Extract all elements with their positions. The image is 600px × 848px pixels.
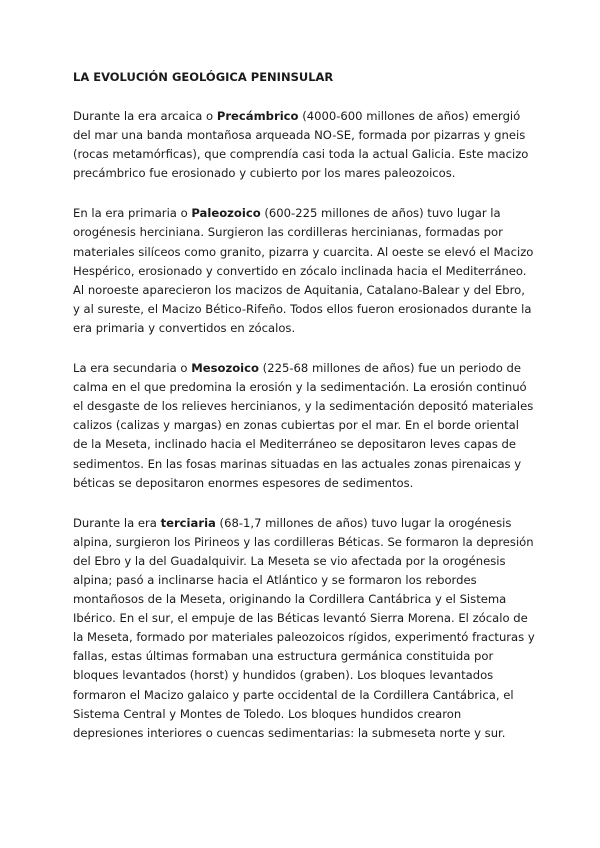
paragraph-mesozoico <box>73 359 535 493</box>
document-page <box>73 70 535 764</box>
paragraph-text: Durante la era arcaica o <box>73 109 217 123</box>
paragraph-text: (4000-600 millones de años) emergió del mar una banda montañosa arqueada NO-SE, formada por pizarras y gneis (rocas metamórficas), que comprendía casi toda la actual Galicia. Este macizo precámbrico fue erosionado y cubierto por los mares paleozoicos. <box>73 109 529 181</box>
paragraph-terciaria <box>73 514 535 743</box>
term-terciaria: terciaria <box>160 515 216 530</box>
paragraph-text: La era secundaria o <box>73 361 192 376</box>
paragraph-text: En la era primaria o <box>73 206 192 221</box>
term-mesozoico: Mesozoico <box>191 361 259 376</box>
paragraph-text: (225-68 millones de años) fue un periodo de calma en el que predomina la erosión y la sedimentación. La erosión continuó el desgaste de los relieves hercinianos, y la sedimentación depositó materiales calizos (calizas y margas) en zonas cubiertas por el mar. En el borde oriental de la Meseta, inclinado hacia el Mediterráneo se depositaron leves capas de sedimentos. En las fosas marinas situadas en las actuales zonas pirenaicas y béticas se depositaron enormes espesores de sedimentos. <box>73 361 534 490</box>
paragraph-text: (600-225 millones de años) tuvo lugar la orogénesis herciniana. Surgieron las cordilleras hercinianas, formadas por materiales silíceos como granito, pizarra y cuarcita. Al oeste se elevó el Macizo Hespérico, erosionado y convertido en zócalo inclinada hacia el Mediterráneo. Al noroeste aparecieron los macizos de Aquitania, Catalano-Balear y del Ebro, y al sureste, el Macizo Bético-Rifeño. Todos ellos fueron erosionados durante la era primaria y convertidos en zócalos. <box>73 206 534 335</box>
paragraph-text: (68-1,7 millones de años) tuvo lugar la orogénesis alpina, surgieron los Pirineos y las cordilleras Béticas. Se formaron la depresión del Ebro y la del Guadalquivir. La Meseta se vio afectada por la orogénesis alpina; pasó a inclinarse hacia el Atlántico y se formaron los rebordes montañosos de la Meseta, originando la Cordillera Cantábrica y el Sistema Ibérico. En el sur, el empuje de las Béticas levantó Sierra Morena. El zócalo de la Meseta, formado por materiales paleozoicos rígidos, experimentó fracturas y fallas, estas últimas formaban una estructura germánica constituida por bloques levantados (horst) y hundidos (graben). Los bloques levantados formaron el Macizo galaico y parte occidental de la Cordillera Cantábrica, el Sistema Central y Montes de Toledo. Los bloques hundidos crearon depresiones interiores o cuencas sedimentarias: la submeseta norte y sur. <box>73 515 535 740</box>
paragraph-text: Durante la era <box>73 515 161 530</box>
paragraph-paleozoico <box>73 204 535 338</box>
term-precambrico: Precámbrico <box>216 109 299 123</box>
term-paleozoico: Paleozoico <box>191 206 261 221</box>
paragraph-precambrico <box>73 107 535 183</box>
document-title: LA EVOLUCIÓN GEOLÓGICA PENINSULAR <box>73 70 334 84</box>
